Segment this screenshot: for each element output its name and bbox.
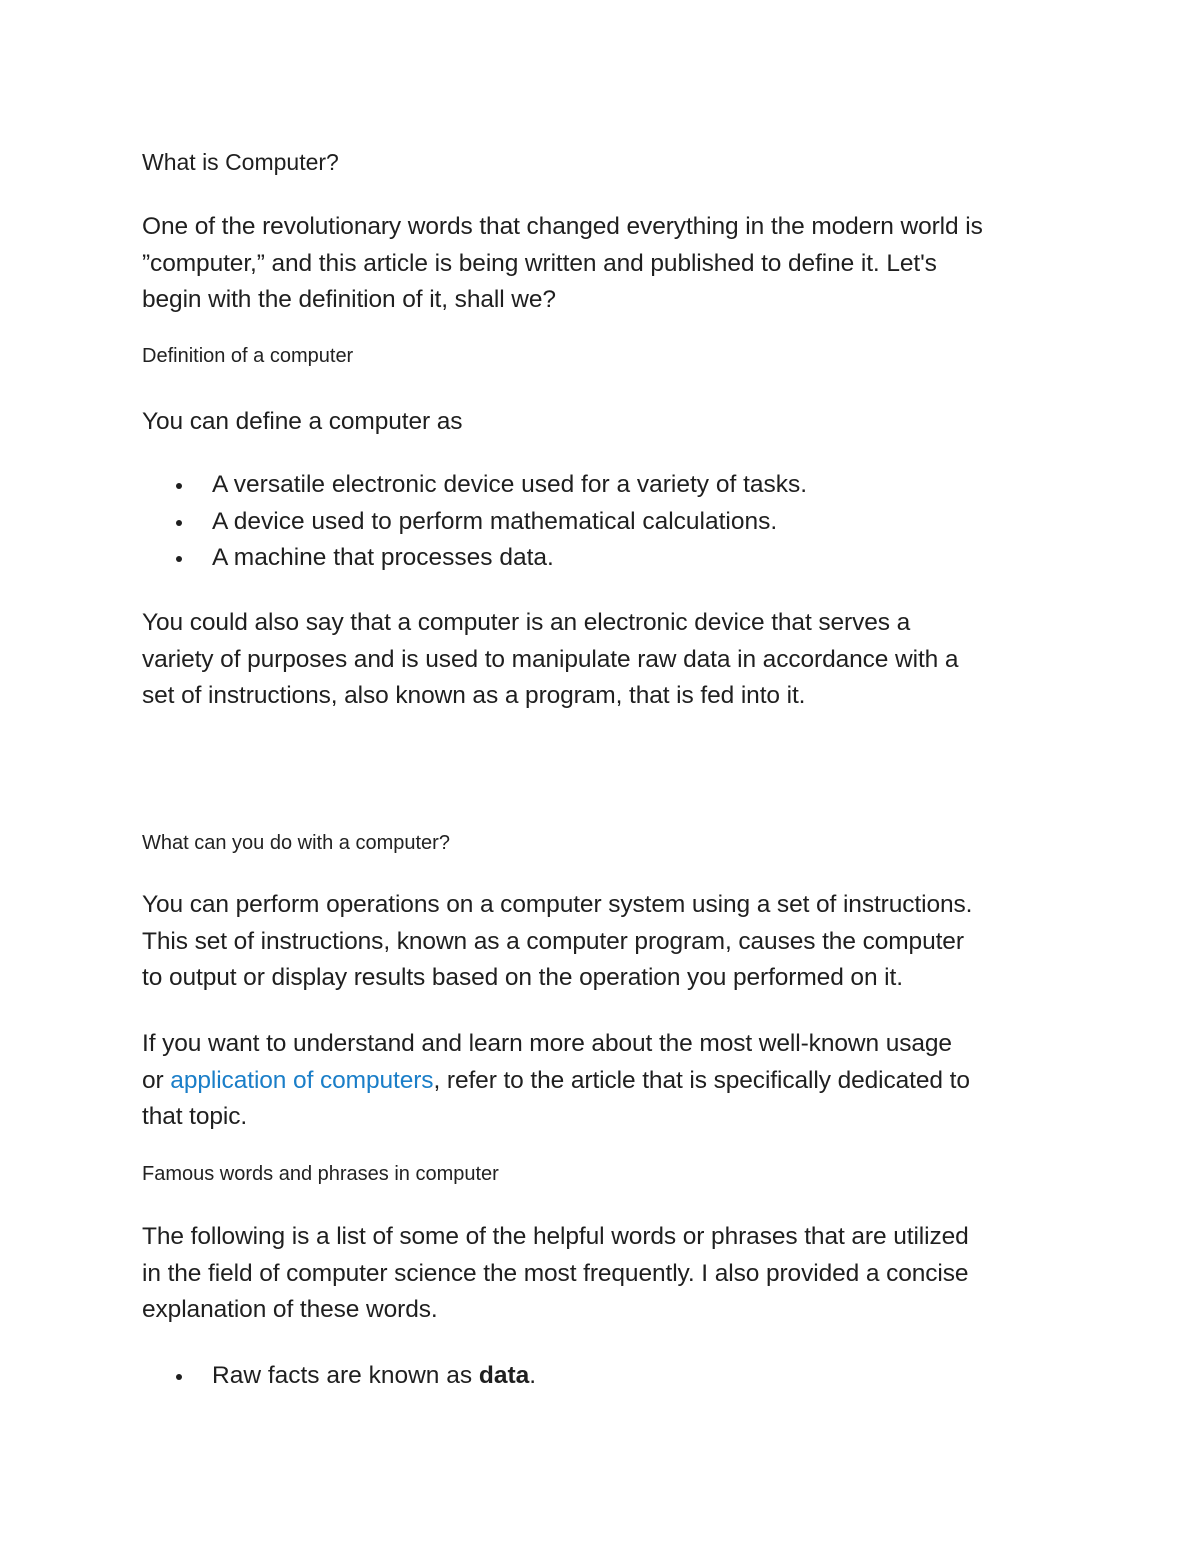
list-item: A versatile electronic device used for a variety of tasks. <box>142 467 807 504</box>
bullet-icon <box>176 520 182 526</box>
intro-line-2: ”computer,” and this article is being written and published to define it. Let's <box>142 249 937 277</box>
usage-line-2: This set of instructions, known as a computer program, causes the computer <box>142 927 964 955</box>
usage-paragraph <box>142 887 1072 997</box>
learn-line-3: that topic. <box>142 1103 248 1130</box>
usage-line-1: You can perform operations on a computer system using a set of instructions. <box>142 891 973 918</box>
famous-line-3: explanation of these words. <box>142 1296 438 1323</box>
famous-words-list <box>142 1358 536 1395</box>
learn-line-1: If you want to understand and learn more about the most well-known usage <box>142 1030 952 1057</box>
summary-line-3: set of instructions, also known as a program, that is fed into it. <box>142 682 806 709</box>
application-of-computers-link[interactable]: application of computers <box>170 1066 434 1094</box>
definition-list <box>142 467 807 577</box>
list-item: Raw facts are known as data. <box>142 1358 536 1395</box>
bullet-icon <box>176 556 182 562</box>
bullet-icon <box>176 1374 182 1380</box>
list-item: A device used to perform mathematical calculations. <box>142 504 807 541</box>
bullet-icon <box>176 483 182 489</box>
famous-line-1: The following is a list of some of the helpful words or phrases that are utilized <box>142 1223 969 1250</box>
list-item: A machine that processes data. <box>142 540 807 577</box>
page-title: What is Computer? <box>142 149 339 175</box>
section-heading-definition: Definition of a computer <box>142 345 354 367</box>
usage-line-3: to output or display results based on the operation you performed on it. <box>142 964 903 991</box>
famous-words-paragraph <box>142 1219 1072 1329</box>
intro-line-1: One of the revolutionary words that changed everything in the modern world is <box>142 213 983 240</box>
learn-more-paragraph: If you want to understand and learn more about the most well-known usage or application of computers, refer to the article that is specifically dedicated to that topic. <box>142 1030 970 1130</box>
summary-line-1: You could also say that a computer is an electronic device that serves a <box>142 609 911 636</box>
section-heading-famous-words: Famous words and phrases in computer <box>142 1163 499 1185</box>
intro-line-3: begin with the definition of it, shall we? <box>142 286 556 313</box>
section-heading-usage: What can you do with a computer? <box>142 832 450 854</box>
intro-paragraph <box>142 209 1072 319</box>
definition-summary <box>142 605 1072 715</box>
definition-lead: You can define a computer as <box>142 408 463 435</box>
term-data: data <box>478 1362 530 1389</box>
famous-line-2: in the field of computer science the most frequently. I also provided a concise <box>142 1259 969 1287</box>
summary-line-2: variety of purposes and is used to manipulate raw data in accordance with a <box>142 645 959 673</box>
